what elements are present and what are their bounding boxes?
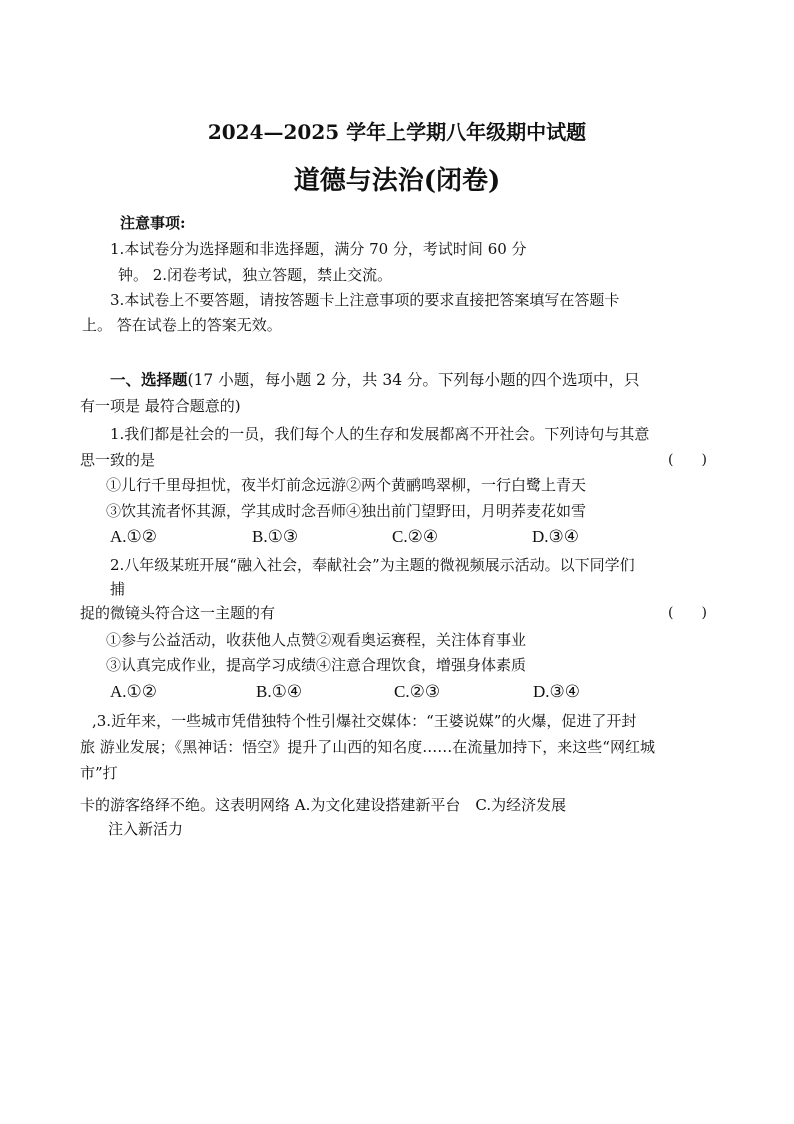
q2-options — [0, 681, 794, 703]
q1-option-d: D.③④ — [532, 527, 580, 546]
q2-option-a: A.①② — [110, 682, 158, 701]
q3-line-2: 旅 游业发展；《黑神话：悟空》提升了山西的知名度……在流量加持下，来这些“网红城 — [80, 738, 655, 756]
q1-option-b: B.①③ — [252, 527, 299, 546]
q3-line-1: ,3.近年来，一些城市凭借独特个性引爆社交媒体：“王婆说媒”的火爆，促进了开封 — [92, 712, 637, 730]
notice-heading: 注意事项: — [120, 214, 186, 232]
q1-options — [0, 526, 794, 548]
q3-line-4: 卡的游客络绎不绝。这表明网络 A.为文化建设搭建新平台 C.为经济发展 — [80, 796, 567, 814]
q2-option-d: D.③④ — [533, 682, 581, 701]
q2-stem-line-1: 2.八年级某班开展“融入社会，奉献社会”为主题的微视频展示活动。以下同学们 — [110, 556, 635, 574]
q1-item-line-2: ③饮其流者怀其源，学其成时念吾师④独出前门望野田，月明荞麦花如雪 — [106, 502, 587, 520]
q2-answer-bracket: ( ) — [668, 605, 707, 621]
notice-line-1: 1.本试卷分为选择题和非选择题，满分 70 分，考试时间 60 分 — [110, 240, 527, 258]
section-1-desc: (17 小题，每小题 2 分，共 34 分。下列每小题的四个选项中，只 — [187, 371, 640, 389]
q2-stem-line-2: 捕 — [110, 580, 126, 598]
q1-item-line-1: ①儿行千里母担忧，夜半灯前念远游②两个黄鹂鸣翠柳，一行白鹭上青天 — [106, 476, 587, 494]
q3-line-3: 市”打 — [80, 764, 118, 782]
q2-stem-line-3: 捉的微镜头符合这一主题的有 — [80, 604, 276, 622]
q2-item-line-2: ③认真完成作业，提高学习成绩④注意合理饮食，增强身体素质 — [106, 656, 527, 674]
q2-item-line-1: ①参与公益活动，收获他人点赞②观看奥运赛程，关注体育事业 — [106, 631, 527, 649]
section-1-line-2: 有一项是 最符合题意的) — [80, 397, 241, 415]
section-1-line-1 — [110, 370, 640, 390]
q2-option-c: C.②③ — [394, 682, 441, 701]
q2-option-b: B.①④ — [256, 682, 303, 701]
section-1-heading: 一、选择题 — [110, 370, 188, 389]
notice-line-4: 上。 答在试卷上的答案无效。 — [82, 316, 282, 334]
notice-line-3: 3.本试卷上不要答题，请按答题卡上注意事项的要求直接把答案填写在答题卡 — [110, 291, 620, 309]
q1-option-a: A.①② — [110, 527, 158, 546]
subject-title: 道德与法治(闭卷) — [293, 166, 501, 196]
q1-stem-line-1: 1.我们都是社会的一员，我们每个人的生存和发展都离不开社会。下列诗句与其意 — [110, 425, 650, 443]
q3-line-5: 注入新活力 — [108, 820, 184, 838]
q1-option-c: C.②④ — [392, 527, 439, 546]
notice-line-2: 钟。 2.闭卷考试，独立答题，禁止交流。 — [118, 266, 393, 284]
q1-stem-line-2: 思一致的是 — [80, 451, 156, 469]
q1-answer-bracket: ( ) — [668, 452, 707, 468]
exam-title: 2024—2025 学年上学期八年级期中试题 — [207, 120, 587, 144]
